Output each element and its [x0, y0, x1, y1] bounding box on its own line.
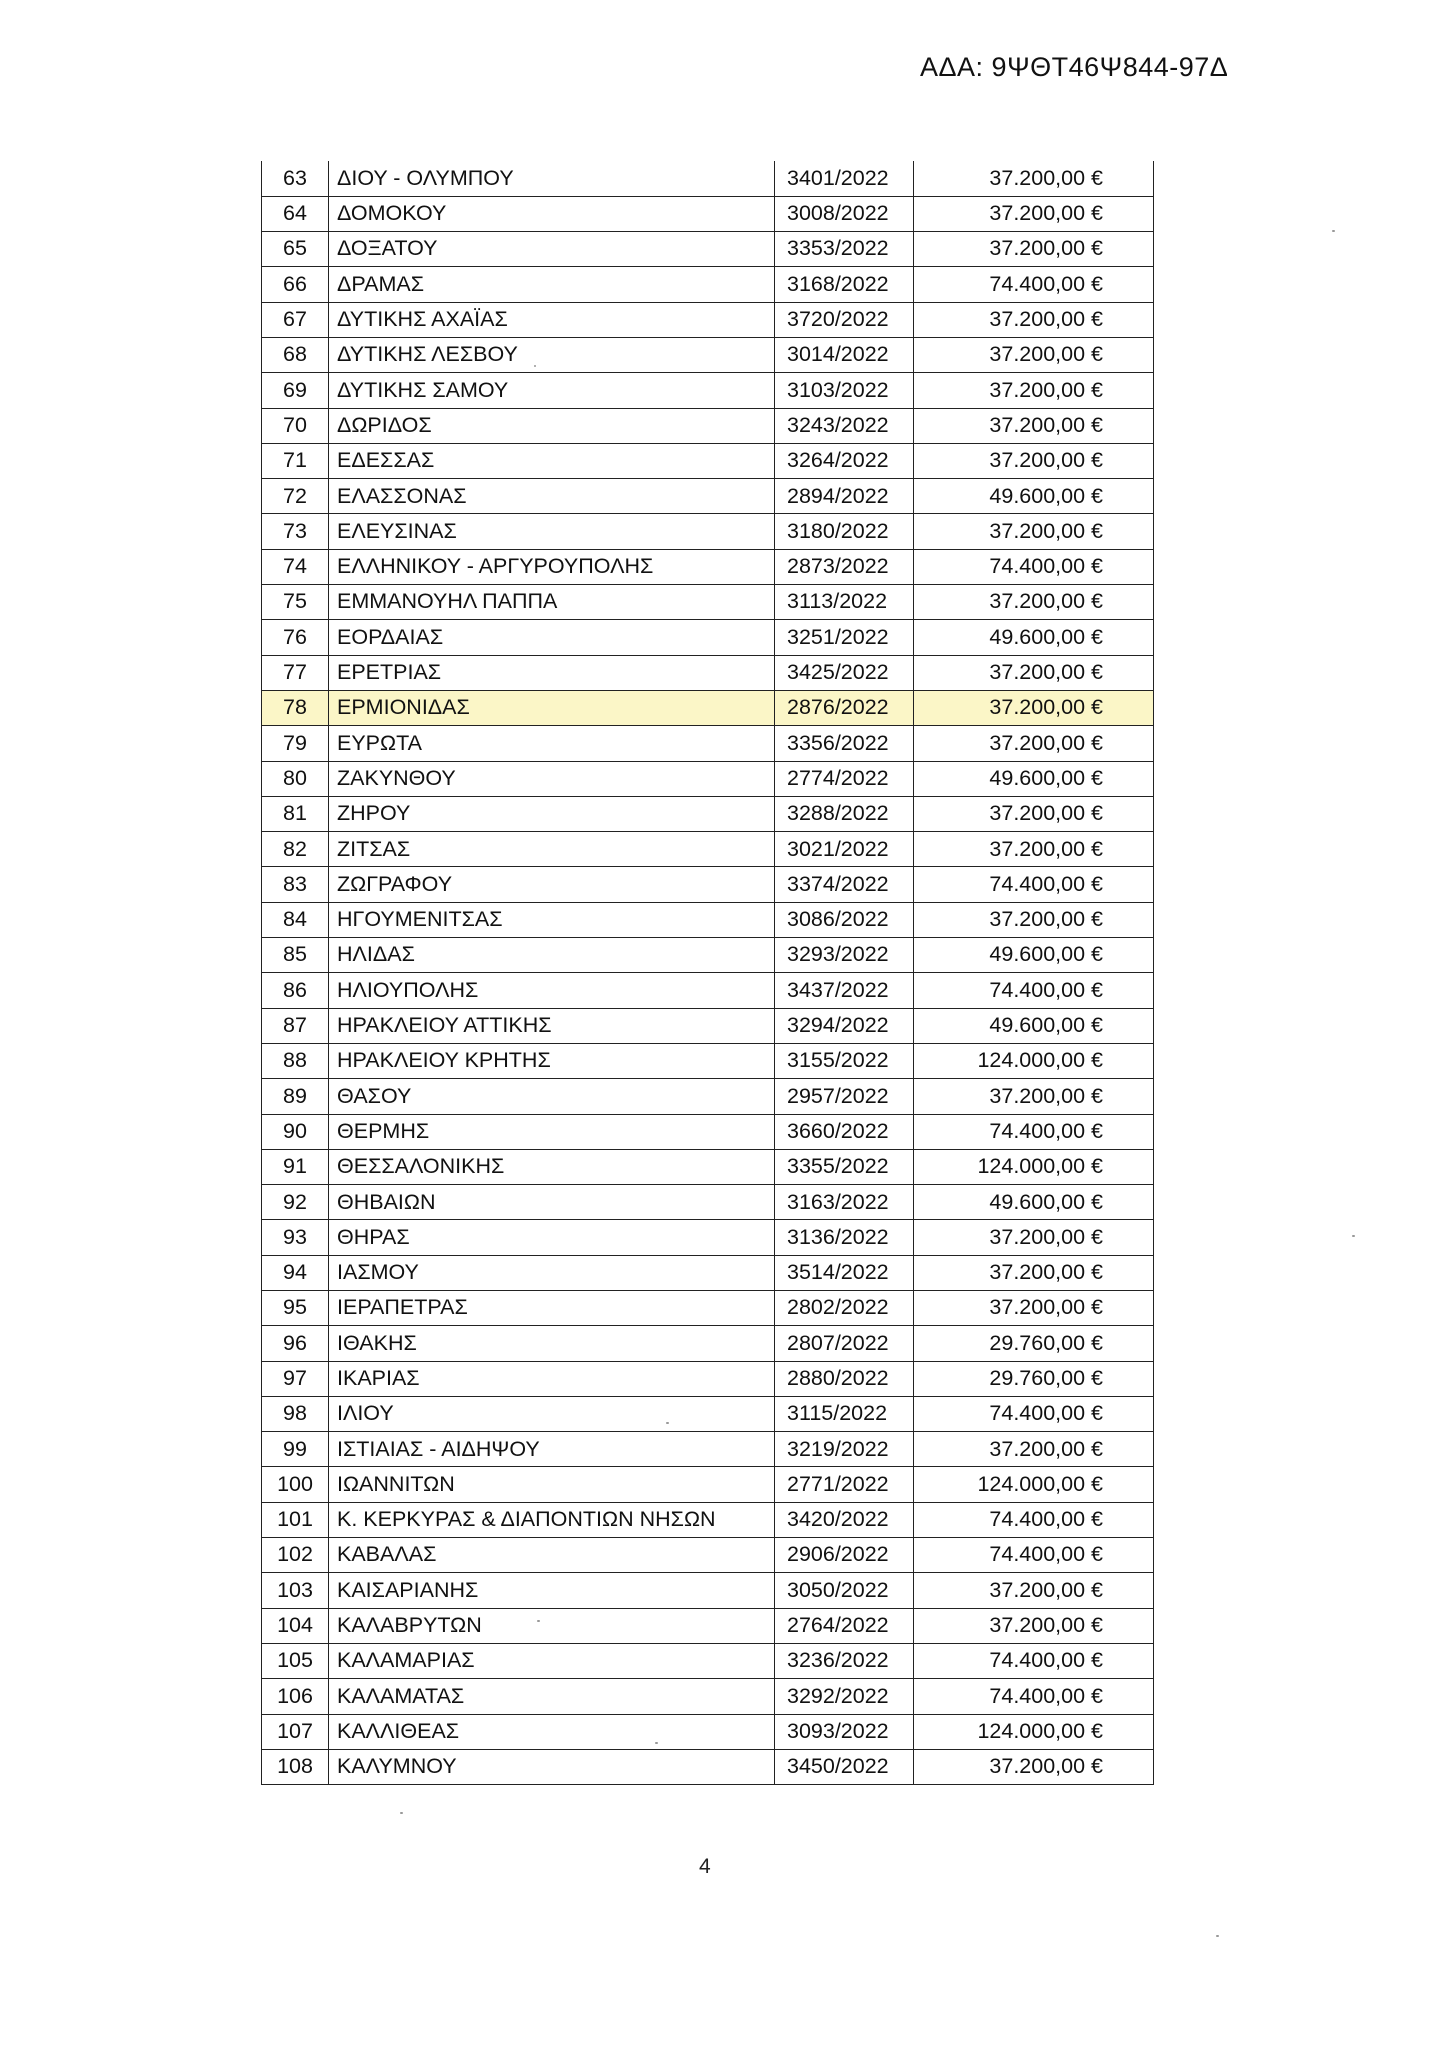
municipality-name-cell: ΔΡΑΜΑΣ: [329, 267, 775, 302]
protocol-number-cell: 3155/2022: [775, 1043, 914, 1078]
table-row: [262, 1749, 1154, 1784]
municipality-name-cell: ΚΑΛΑΒΡΥΤΩΝ: [329, 1608, 775, 1643]
amount-cell: 49.600,00 €: [914, 620, 1154, 655]
protocol-number-cell: 3374/2022: [775, 867, 914, 902]
amount-cell: 37.200,00 €: [914, 690, 1154, 725]
table-row: [262, 1008, 1154, 1043]
amount-cell: 37.200,00 €: [914, 1220, 1154, 1255]
municipality-name-cell: Κ. ΚΕΡΚΥΡΑΣ & ΔΙΑΠΟΝΤΙΩΝ ΝΗΣΩΝ: [329, 1502, 775, 1537]
municipality-name-cell: ΗΡΑΚΛΕΙΟΥ ΑΤΤΙΚΗΣ: [329, 1008, 775, 1043]
table-row: [262, 1573, 1154, 1608]
municipality-name-cell: ΚΑΛΑΜΑΡΙΑΣ: [329, 1643, 775, 1678]
row-number-cell: 80: [262, 761, 329, 796]
table-row: [262, 938, 1154, 973]
table-row: [262, 973, 1154, 1008]
table-row: [262, 620, 1154, 655]
protocol-number-cell: 3450/2022: [775, 1749, 914, 1784]
table-row: [262, 337, 1154, 372]
amount-cell: 37.200,00 €: [914, 1079, 1154, 1114]
row-number-cell: 67: [262, 302, 329, 337]
amount-cell: 74.400,00 €: [914, 549, 1154, 584]
amount-cell: 74.400,00 €: [914, 1502, 1154, 1537]
amount-cell: 49.600,00 €: [914, 479, 1154, 514]
row-number-cell: 106: [262, 1679, 329, 1714]
municipality-name-cell: ΖΩΓΡΑΦΟΥ: [329, 867, 775, 902]
municipality-name-cell: ΘΕΣΣΑΛΟΝΙΚΗΣ: [329, 1149, 775, 1184]
municipality-name-cell: ΕΡΜΙΟΝΙΔΑΣ: [329, 690, 775, 725]
amount-cell: 37.200,00 €: [914, 726, 1154, 761]
protocol-number-cell: 3180/2022: [775, 514, 914, 549]
municipality-name-cell: ΙΕΡΑΠΕΤΡΑΣ: [329, 1291, 775, 1326]
protocol-number-cell: 2873/2022: [775, 549, 914, 584]
row-number-cell: 74: [262, 549, 329, 584]
scan-speck: [534, 365, 536, 367]
row-number-cell: 92: [262, 1185, 329, 1220]
municipality-name-cell: ΗΡΑΚΛΕΙΟΥ ΚΡΗΤΗΣ: [329, 1043, 775, 1078]
municipality-name-cell: ΔΟΜΟΚΟΥ: [329, 196, 775, 231]
row-number-cell: 81: [262, 796, 329, 831]
protocol-number-cell: 3288/2022: [775, 796, 914, 831]
row-number-cell: 71: [262, 443, 329, 478]
protocol-number-cell: 3437/2022: [775, 973, 914, 1008]
protocol-number-cell: 3115/2022: [775, 1396, 914, 1431]
row-number-cell: 100: [262, 1467, 329, 1502]
municipality-name-cell: ΘΗΒΑΙΩΝ: [329, 1185, 775, 1220]
table-row: [262, 761, 1154, 796]
amount-cell: 74.400,00 €: [914, 1643, 1154, 1678]
table-row: [262, 408, 1154, 443]
amount-cell: 37.200,00 €: [914, 514, 1154, 549]
amount-cell: 37.200,00 €: [914, 796, 1154, 831]
amount-cell: 37.200,00 €: [914, 1432, 1154, 1467]
amount-cell: 49.600,00 €: [914, 761, 1154, 796]
municipality-name-cell: ΘΕΡΜΗΣ: [329, 1114, 775, 1149]
table-row: [262, 902, 1154, 937]
row-number-cell: 78: [262, 690, 329, 725]
row-number-cell: 68: [262, 337, 329, 372]
amount-cell: 74.400,00 €: [914, 973, 1154, 1008]
table-row: [262, 1326, 1154, 1361]
row-number-cell: 66: [262, 267, 329, 302]
municipality-name-cell: ΖΑΚΥΝΘΟΥ: [329, 761, 775, 796]
protocol-number-cell: 3401/2022: [775, 161, 914, 196]
table-row: [262, 1114, 1154, 1149]
table-row: [262, 1149, 1154, 1184]
table-row: [262, 1079, 1154, 1114]
protocol-number-cell: 3293/2022: [775, 938, 914, 973]
amount-cell: 37.200,00 €: [914, 443, 1154, 478]
table-row: [262, 585, 1154, 620]
row-number-cell: 76: [262, 620, 329, 655]
protocol-number-cell: 3136/2022: [775, 1220, 914, 1255]
table-row: [262, 1220, 1154, 1255]
table-row: [262, 196, 1154, 231]
municipality-name-cell: ΕΔΕΣΣΑΣ: [329, 443, 775, 478]
municipality-name-cell: ΖΙΤΣΑΣ: [329, 832, 775, 867]
municipality-name-cell: ΔΥΤΙΚΗΣ ΛΕΣΒΟΥ: [329, 337, 775, 372]
protocol-number-cell: 2957/2022: [775, 1079, 914, 1114]
amount-cell: 29.760,00 €: [914, 1361, 1154, 1396]
row-number-cell: 65: [262, 232, 329, 267]
protocol-number-cell: 2876/2022: [775, 690, 914, 725]
protocol-number-cell: 3355/2022: [775, 1149, 914, 1184]
protocol-number-cell: 3243/2022: [775, 408, 914, 443]
amount-cell: 37.200,00 €: [914, 1608, 1154, 1643]
municipality-name-cell: ΔΩΡΙΔΟΣ: [329, 408, 775, 443]
amount-cell: 124.000,00 €: [914, 1149, 1154, 1184]
row-number-cell: 88: [262, 1043, 329, 1078]
amount-cell: 74.400,00 €: [914, 1114, 1154, 1149]
amount-cell: 37.200,00 €: [914, 408, 1154, 443]
protocol-number-cell: 3021/2022: [775, 832, 914, 867]
row-number-cell: 102: [262, 1538, 329, 1573]
row-number-cell: 72: [262, 479, 329, 514]
table-row: [262, 796, 1154, 831]
protocol-number-cell: 3514/2022: [775, 1255, 914, 1290]
municipality-name-cell: ΔΥΤΙΚΗΣ ΣΑΜΟΥ: [329, 373, 775, 408]
amount-cell: 74.400,00 €: [914, 1396, 1154, 1431]
municipality-name-cell: ΕΥΡΩΤΑ: [329, 726, 775, 761]
municipality-name-cell: ΚΑΛΥΜΝΟΥ: [329, 1749, 775, 1784]
municipality-name-cell: ΕΛΕΥΣΙΝΑΣ: [329, 514, 775, 549]
amount-cell: 37.200,00 €: [914, 1573, 1154, 1608]
table-row: [262, 1291, 1154, 1326]
protocol-number-cell: 3014/2022: [775, 337, 914, 372]
table-row: [262, 302, 1154, 337]
table-row: [262, 1679, 1154, 1714]
amount-cell: 37.200,00 €: [914, 1291, 1154, 1326]
protocol-number-cell: 2906/2022: [775, 1538, 914, 1573]
row-number-cell: 82: [262, 832, 329, 867]
amount-cell: 29.760,00 €: [914, 1326, 1154, 1361]
amount-cell: 49.600,00 €: [914, 1008, 1154, 1043]
table-row: [262, 1043, 1154, 1078]
row-number-cell: 86: [262, 973, 329, 1008]
municipality-name-cell: ΗΛΙΔΑΣ: [329, 938, 775, 973]
row-number-cell: 79: [262, 726, 329, 761]
protocol-number-cell: 3720/2022: [775, 302, 914, 337]
table-row: [262, 232, 1154, 267]
protocol-number-cell: 2880/2022: [775, 1361, 914, 1396]
table-row: [262, 1255, 1154, 1290]
municipality-name-cell: ΕΜΜΑΝΟΥΗΛ ΠΑΠΠΑ: [329, 585, 775, 620]
scan-speck: [537, 1620, 540, 1622]
table-row: [262, 690, 1154, 725]
ada-identifier: ΑΔΑ: 9ΨΘΤ46Ψ844-97Δ: [920, 52, 1229, 82]
amount-cell: 49.600,00 €: [914, 938, 1154, 973]
municipality-name-cell: ΕΛΛΗΝΙΚΟΥ - ΑΡΓΥΡΟΥΠΟΛΗΣ: [329, 549, 775, 584]
municipality-name-cell: ΔΙΟΥ - ΟΛΥΜΠΟΥ: [329, 161, 775, 196]
municipality-name-cell: ΙΛΙΟΥ: [329, 1396, 775, 1431]
protocol-number-cell: 3236/2022: [775, 1643, 914, 1678]
row-number-cell: 77: [262, 655, 329, 690]
row-number-cell: 99: [262, 1432, 329, 1467]
table-row: [262, 1538, 1154, 1573]
scan-speck: [666, 1422, 669, 1424]
municipality-name-cell: ΚΑΛΑΜΑΤΑΣ: [329, 1679, 775, 1714]
table-row: [262, 1396, 1154, 1431]
row-number-cell: 87: [262, 1008, 329, 1043]
municipality-name-cell: ΚΑΙΣΑΡΙΑΝΗΣ: [329, 1573, 775, 1608]
municipality-name-cell: ΙΩΑΝΝΙΤΩΝ: [329, 1467, 775, 1502]
municipality-name-cell: ΕΡΕΤΡΙΑΣ: [329, 655, 775, 690]
table-row: [262, 479, 1154, 514]
row-number-cell: 89: [262, 1079, 329, 1114]
municipality-name-cell: ΕΛΑΣΣΟΝΑΣ: [329, 479, 775, 514]
municipality-name-cell: ΖΗΡΟΥ: [329, 796, 775, 831]
municipality-name-cell: ΘΗΡΑΣ: [329, 1220, 775, 1255]
amount-cell: 37.200,00 €: [914, 585, 1154, 620]
row-number-cell: 75: [262, 585, 329, 620]
amount-cell: 37.200,00 €: [914, 302, 1154, 337]
table-row: [262, 1185, 1154, 1220]
row-number-cell: 98: [262, 1396, 329, 1431]
protocol-number-cell: 3292/2022: [775, 1679, 914, 1714]
amount-cell: 74.400,00 €: [914, 867, 1154, 902]
row-number-cell: 107: [262, 1714, 329, 1749]
scan-speck: [400, 1812, 403, 1814]
row-number-cell: 95: [262, 1291, 329, 1326]
table-row: [262, 161, 1154, 196]
amount-cell: 74.400,00 €: [914, 1538, 1154, 1573]
table-row: [262, 1467, 1154, 1502]
protocol-number-cell: 3425/2022: [775, 655, 914, 690]
municipality-name-cell: ΚΑΛΛΙΘΕΑΣ: [329, 1714, 775, 1749]
scan-speck: [1216, 1935, 1219, 1937]
protocol-number-cell: 3356/2022: [775, 726, 914, 761]
table-row: [262, 514, 1154, 549]
table-row: [262, 1502, 1154, 1537]
table-row: [262, 1714, 1154, 1749]
table-row: [262, 867, 1154, 902]
protocol-number-cell: 3113/2022: [775, 585, 914, 620]
table-row: [262, 726, 1154, 761]
row-number-cell: 91: [262, 1149, 329, 1184]
amount-cell: 37.200,00 €: [914, 232, 1154, 267]
row-number-cell: 108: [262, 1749, 329, 1784]
protocol-number-cell: 3093/2022: [775, 1714, 914, 1749]
protocol-number-cell: 2764/2022: [775, 1608, 914, 1643]
amount-cell: 37.200,00 €: [914, 1255, 1154, 1290]
scan-speck: [655, 1742, 658, 1744]
municipality-name-cell: ΚΑΒΑΛΑΣ: [329, 1538, 775, 1573]
table-row: [262, 267, 1154, 302]
municipality-name-cell: ΔΟΞΑΤΟΥ: [329, 232, 775, 267]
municipality-name-cell: ΕΟΡΔΑΙΑΣ: [329, 620, 775, 655]
municipality-name-cell: ΗΓΟΥΜΕΝΙΤΣΑΣ: [329, 902, 775, 937]
protocol-number-cell: 3353/2022: [775, 232, 914, 267]
table-row: [262, 1608, 1154, 1643]
row-number-cell: 90: [262, 1114, 329, 1149]
row-number-cell: 70: [262, 408, 329, 443]
row-number-cell: 94: [262, 1255, 329, 1290]
row-number-cell: 64: [262, 196, 329, 231]
amount-cell: 37.200,00 €: [914, 655, 1154, 690]
amount-cell: 124.000,00 €: [914, 1043, 1154, 1078]
row-number-cell: 83: [262, 867, 329, 902]
row-number-cell: 93: [262, 1220, 329, 1255]
protocol-number-cell: 3219/2022: [775, 1432, 914, 1467]
row-number-cell: 101: [262, 1502, 329, 1537]
protocol-number-cell: 2894/2022: [775, 479, 914, 514]
protocol-number-cell: 3008/2022: [775, 196, 914, 231]
municipality-name-cell: ΙΑΣΜΟΥ: [329, 1255, 775, 1290]
table-row: [262, 1643, 1154, 1678]
row-number-cell: 85: [262, 938, 329, 973]
amount-cell: 37.200,00 €: [914, 1749, 1154, 1784]
amount-cell: 49.600,00 €: [914, 1185, 1154, 1220]
protocol-number-cell: 3660/2022: [775, 1114, 914, 1149]
row-number-cell: 97: [262, 1361, 329, 1396]
protocol-number-cell: 3420/2022: [775, 1502, 914, 1537]
table-row: [262, 832, 1154, 867]
protocol-number-cell: 3050/2022: [775, 1573, 914, 1608]
protocol-number-cell: 3251/2022: [775, 620, 914, 655]
protocol-number-cell: 2802/2022: [775, 1291, 914, 1326]
amount-cell: 37.200,00 €: [914, 373, 1154, 408]
municipality-name-cell: ΘΑΣΟΥ: [329, 1079, 775, 1114]
table-row: [262, 655, 1154, 690]
protocol-number-cell: 3168/2022: [775, 267, 914, 302]
amount-cell: 37.200,00 €: [914, 161, 1154, 196]
protocol-number-cell: 3086/2022: [775, 902, 914, 937]
table-row: [262, 443, 1154, 478]
protocol-number-cell: 3264/2022: [775, 443, 914, 478]
row-number-cell: 105: [262, 1643, 329, 1678]
amount-cell: 37.200,00 €: [914, 337, 1154, 372]
protocol-number-cell: 3103/2022: [775, 373, 914, 408]
table-row: [262, 549, 1154, 584]
amount-cell: 37.200,00 €: [914, 902, 1154, 937]
scan-speck: [1332, 230, 1335, 232]
municipality-funding-table: [261, 161, 1154, 1785]
protocol-number-cell: 2774/2022: [775, 761, 914, 796]
amount-cell: 74.400,00 €: [914, 267, 1154, 302]
row-number-cell: 84: [262, 902, 329, 937]
row-number-cell: 103: [262, 1573, 329, 1608]
row-number-cell: 96: [262, 1326, 329, 1361]
protocol-number-cell: 3294/2022: [775, 1008, 914, 1043]
municipality-name-cell: ΙΣΤΙΑΙΑΣ - ΑΙΔΗΨΟΥ: [329, 1432, 775, 1467]
protocol-number-cell: 3163/2022: [775, 1185, 914, 1220]
page-number: 4: [699, 1855, 711, 1878]
table-row: [262, 1361, 1154, 1396]
row-number-cell: 63: [262, 161, 329, 196]
municipality-name-cell: ΙΚΑΡΙΑΣ: [329, 1361, 775, 1396]
scan-speck: [1352, 1235, 1355, 1237]
table-body: [262, 161, 1154, 1785]
row-number-cell: 104: [262, 1608, 329, 1643]
municipality-name-cell: ΔΥΤΙΚΗΣ ΑΧΑΪΑΣ: [329, 302, 775, 337]
municipality-name-cell: ΙΘΑΚΗΣ: [329, 1326, 775, 1361]
protocol-number-cell: 2771/2022: [775, 1467, 914, 1502]
municipality-name-cell: ΗΛΙΟΥΠΟΛΗΣ: [329, 973, 775, 1008]
protocol-number-cell: 2807/2022: [775, 1326, 914, 1361]
amount-cell: 37.200,00 €: [914, 196, 1154, 231]
row-number-cell: 69: [262, 373, 329, 408]
amount-cell: 74.400,00 €: [914, 1679, 1154, 1714]
table-row: [262, 373, 1154, 408]
table-row: [262, 1432, 1154, 1467]
amount-cell: 124.000,00 €: [914, 1714, 1154, 1749]
row-number-cell: 73: [262, 514, 329, 549]
amount-cell: 37.200,00 €: [914, 832, 1154, 867]
amount-cell: 124.000,00 €: [914, 1467, 1154, 1502]
